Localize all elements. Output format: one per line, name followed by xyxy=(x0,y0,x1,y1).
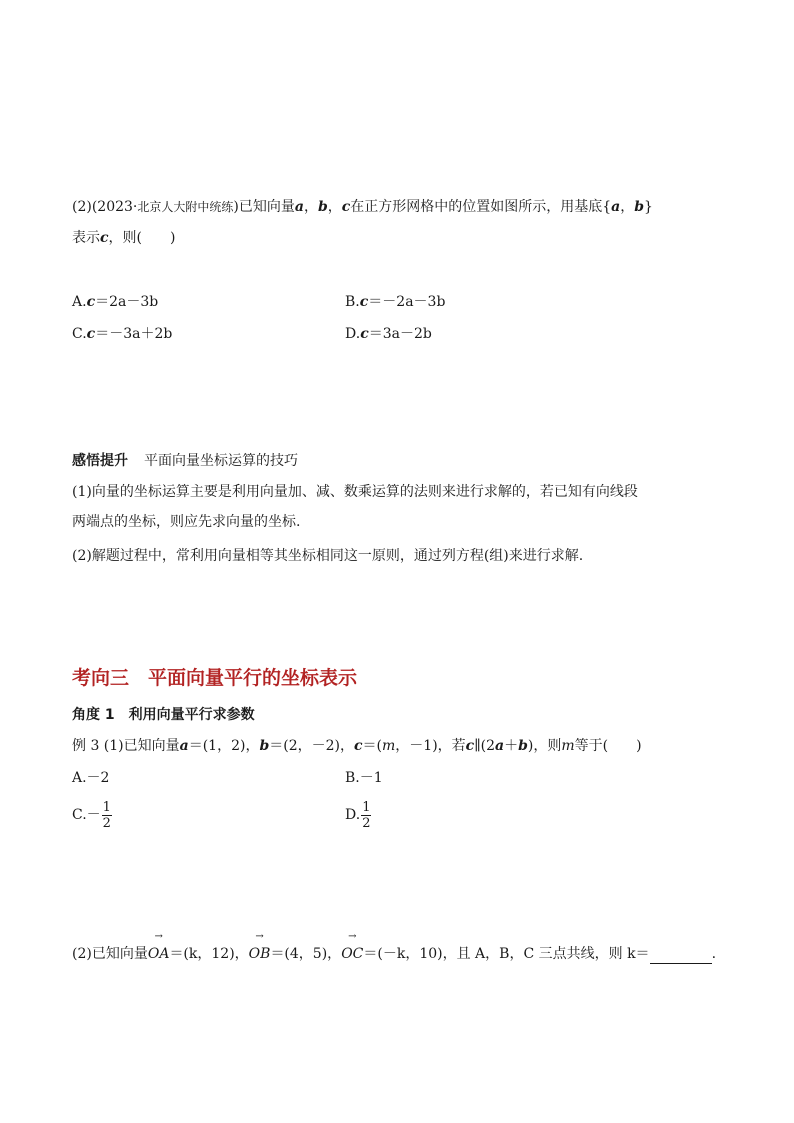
vector-oa: → OA xyxy=(148,944,170,964)
q2-line-1 xyxy=(72,197,653,217)
vector-c: c xyxy=(360,326,369,342)
ex3-line xyxy=(72,736,642,756)
vector-c: c xyxy=(465,738,475,754)
option-expr: ＝2a－3b xyxy=(95,294,159,310)
vector-b: b xyxy=(634,199,645,215)
q2-text: 在正方形网格中的位置如图所示，用基底{ xyxy=(350,199,612,215)
insight-heading: 感悟提升 xyxy=(72,453,128,469)
vector-c: c xyxy=(341,199,351,215)
vector-a: a xyxy=(179,738,189,754)
answer-blank[interactable] xyxy=(650,949,712,964)
fraction xyxy=(102,800,112,831)
insight-title: 平面向量坐标运算的技巧 xyxy=(144,453,298,469)
vector-c: c xyxy=(354,738,363,754)
option-label: A. xyxy=(72,294,87,310)
vector-a: a xyxy=(294,199,304,215)
fraction-numerator: 1 xyxy=(102,799,111,815)
ex3-2-text: ＝(k，12)， xyxy=(169,946,249,962)
option-label: B. xyxy=(345,294,360,310)
ex3-label: 例 3 (1)已知向量 xyxy=(72,738,180,754)
ex3-option-b: B.－1 xyxy=(345,770,383,786)
ex3-2-line xyxy=(72,944,716,964)
vector-a: a xyxy=(495,738,505,754)
ex3-option-a: A.－2 xyxy=(72,770,110,786)
fraction xyxy=(361,800,371,831)
vector-oc: → OC xyxy=(341,944,363,964)
vector-c: c xyxy=(359,294,369,310)
q2-text: ，则( ) xyxy=(108,230,176,246)
q2-option-a xyxy=(72,292,158,312)
insight-p1-line2: 两端点的坐标，则应先求向量的坐标. xyxy=(72,514,301,530)
ex3-text: )，则 xyxy=(527,738,562,754)
option-label: C.－ xyxy=(72,807,101,823)
ex3-2-text: ＝(4，5)， xyxy=(270,946,342,962)
brace: } xyxy=(644,199,653,215)
q2-option-c xyxy=(72,324,172,344)
option-expr: ＝－2a－3b xyxy=(368,294,446,310)
ex3-text: ＝(2，－2)， xyxy=(269,738,355,754)
ex3-2-text: ＝(－k，10)，且 A，B，C 三点共线，则 k＝ xyxy=(363,946,650,962)
var-m: m xyxy=(561,738,575,754)
q2-prefix: (2)(2023· xyxy=(72,199,138,215)
q2-text: 表示 xyxy=(72,230,100,246)
option-expr: ＝3a－2b xyxy=(368,326,432,342)
ex3-text: ＝(1，2)， xyxy=(188,738,260,754)
section-title: 考向三 平面向量平行的坐标表示 xyxy=(72,667,358,689)
vector-c: c xyxy=(86,294,96,310)
comma: ， xyxy=(303,199,318,215)
ex3-2-text: (2)已知向量 xyxy=(72,946,148,962)
vector-c: c xyxy=(86,326,96,342)
fraction-denominator: 2 xyxy=(102,815,111,831)
vector-b: b xyxy=(317,199,328,215)
vector-ob: → OB xyxy=(249,944,271,964)
ex3-text: ∥(2 xyxy=(474,738,496,754)
ex3-text: ，－1)，若 xyxy=(395,738,466,754)
insight-p2: (2)解题过程中，常利用向量相等其坐标相同这一原则，通过列方程(组)来进行求解. xyxy=(72,548,584,564)
var-m: m xyxy=(382,738,396,754)
comma: ， xyxy=(327,199,342,215)
angle-title: 角度 1 利用向量平行求参数 xyxy=(72,707,255,723)
ex3-option-c xyxy=(72,797,112,833)
q2-line-2 xyxy=(72,228,175,248)
vector-c: c xyxy=(100,230,109,246)
ex3-option-d xyxy=(345,797,371,833)
ex3-text: ＋ xyxy=(504,738,519,754)
q2-option-b xyxy=(345,292,445,312)
option-label: C. xyxy=(72,326,87,342)
q2-text: )已知向量 xyxy=(233,199,295,215)
q2-option-d xyxy=(345,324,432,344)
ex3-text: ＝( xyxy=(362,738,383,754)
insight-p1-line1: (1)向量的坐标运算主要是利用向量加、减、数乘运算的法则来进行求解的，若已知有向线段 xyxy=(72,484,638,500)
q2-source: 北京人大附中统练 xyxy=(137,200,234,214)
ex3-text: 等于( ) xyxy=(574,738,642,754)
vector-b: b xyxy=(259,738,270,754)
fraction-numerator: 1 xyxy=(362,799,371,815)
period: . xyxy=(711,946,717,962)
option-expr: ＝－3a＋2b xyxy=(95,326,173,342)
vector-b: b xyxy=(518,738,528,754)
comma: ， xyxy=(620,199,635,215)
option-label: D. xyxy=(345,326,361,342)
vector-a: a xyxy=(611,199,621,215)
fraction-denominator: 2 xyxy=(362,815,371,831)
insight-heading-line xyxy=(72,451,298,471)
option-label: D. xyxy=(345,807,361,823)
